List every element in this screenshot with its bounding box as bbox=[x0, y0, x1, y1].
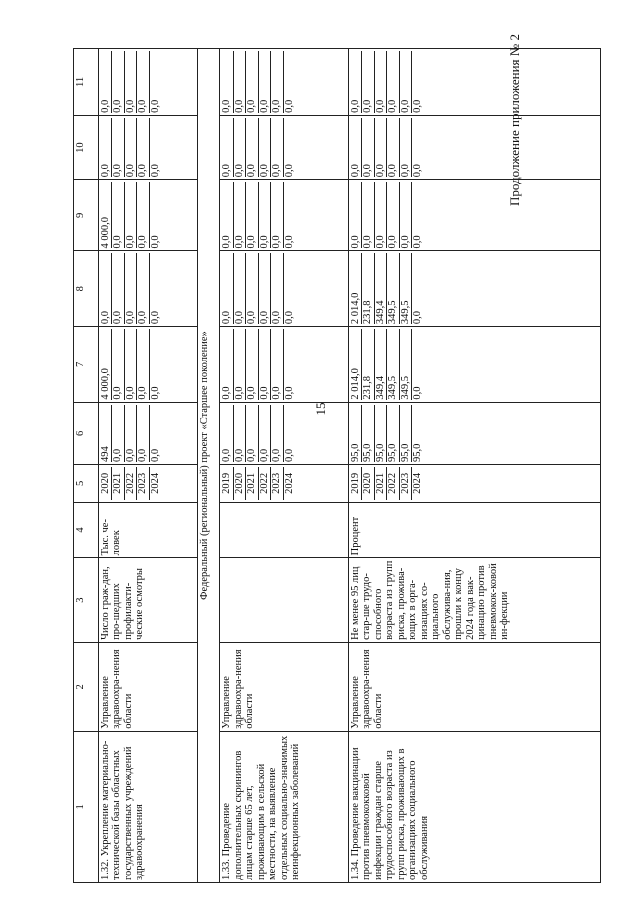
value-cell-c6-value: 0,0 bbox=[112, 405, 125, 462]
value-cell-c7 bbox=[220, 327, 348, 403]
value-cell-c7-value: 0,0 bbox=[271, 329, 284, 400]
value-cell-c7-value: 0,0 bbox=[259, 329, 272, 400]
year-cell-value: 2021 bbox=[112, 467, 125, 500]
value-cell-c8-value: 349,4 bbox=[375, 253, 388, 324]
value-cell-c9-value: 0,0 bbox=[412, 235, 424, 249]
value-cell-c10-value: 0,0 bbox=[137, 118, 150, 177]
value-cell-c11-value: 0,0 bbox=[221, 51, 234, 113]
table-row bbox=[98, 49, 197, 883]
header-cell: 6 bbox=[74, 402, 99, 464]
value-cell-c11-value: 0,0 bbox=[375, 51, 388, 113]
value-cell-c10-value: 0,0 bbox=[400, 118, 413, 177]
value-cell-c8-value: 0,0 bbox=[125, 253, 138, 324]
value-cell-c11-value: 0,0 bbox=[112, 51, 125, 113]
header-cell: 8 bbox=[74, 251, 99, 327]
value-cell-c7-value: 0,0 bbox=[234, 329, 247, 400]
year-cell-value: 2022 bbox=[259, 467, 272, 500]
value-cell-c10-value: 0,0 bbox=[283, 164, 295, 178]
value-cell-c10 bbox=[98, 115, 197, 179]
value-cell-c8-value: 0,0 bbox=[246, 253, 259, 324]
value-cell-c8 bbox=[98, 251, 197, 327]
indicator: Число граж-дан, про-шедших профилакти-ческие осмотры bbox=[98, 558, 197, 643]
value-cell-c9-value: 0,0 bbox=[350, 182, 363, 248]
year-cell-value: 2020 bbox=[362, 467, 375, 500]
value-cell-c11 bbox=[220, 49, 348, 116]
value-cell-c9-value: 0,0 bbox=[112, 182, 125, 248]
value-cell-c9 bbox=[98, 180, 197, 251]
year-cell-value: 2023 bbox=[271, 467, 284, 500]
header-cell: 1 bbox=[74, 731, 99, 882]
value-cell-c11-value: 0,0 bbox=[271, 51, 284, 113]
year-cell-value: 2024 bbox=[283, 472, 295, 494]
value-cell-c7-value: 0,0 bbox=[125, 329, 138, 400]
value-cell-c6-value: 0,0 bbox=[234, 405, 247, 462]
header-cell: 10 bbox=[74, 115, 99, 179]
value-cell-c6-value: 0,0 bbox=[137, 405, 150, 462]
header-cell: 4 bbox=[74, 502, 99, 558]
value-cell-c9-value: 0,0 bbox=[271, 182, 284, 248]
value-cell-c9-value: 0,0 bbox=[246, 182, 259, 248]
header-cell: 11 bbox=[74, 49, 99, 116]
value-cell-c6-value: 0,0 bbox=[271, 405, 284, 462]
value-cell-c9 bbox=[348, 180, 600, 251]
year-cell-value: 2023 bbox=[137, 467, 150, 500]
value-cell-c9 bbox=[220, 180, 348, 251]
value-cell-c10-value: 0,0 bbox=[234, 118, 247, 177]
value-cell-c11-value: 0,0 bbox=[387, 51, 400, 113]
year-cell-value: 2021 bbox=[375, 467, 388, 500]
value-cell-c7-value: 4 000,0 bbox=[100, 329, 113, 400]
value-cell-c11-value: 0,0 bbox=[362, 51, 375, 113]
value-cell-c8-value: 349,5 bbox=[387, 253, 400, 324]
value-cell-c8 bbox=[348, 251, 600, 327]
year-cell-value: 2020 bbox=[100, 467, 113, 500]
value-cell-c8 bbox=[220, 251, 348, 327]
value-cell-c10-value: 0,0 bbox=[271, 118, 284, 177]
year-cell-value: 2024 bbox=[149, 472, 161, 494]
value-cell-c8-value: 0,0 bbox=[283, 310, 295, 325]
value-cell-c10-value: 0,0 bbox=[246, 118, 259, 177]
header-cell: 5 bbox=[74, 464, 99, 502]
value-cell-c6-value: 0,0 bbox=[125, 405, 138, 462]
year-cell-value: 2021 bbox=[246, 467, 259, 500]
value-cell-c7 bbox=[98, 327, 197, 403]
value-cell-c6 bbox=[348, 402, 600, 464]
value-cell-c10-value: 0,0 bbox=[112, 118, 125, 177]
indicator bbox=[220, 558, 348, 643]
value-cell-c10-value: 0,0 bbox=[375, 118, 388, 177]
value-cell-c6-value: 95,0 bbox=[400, 405, 413, 462]
value-cell-c11-value: 0,0 bbox=[259, 51, 272, 113]
value-cell-c9-value: 4 000,0 bbox=[100, 182, 113, 248]
value-cell-c10-value: 0,0 bbox=[350, 118, 363, 177]
value-cell-c6-value: 0,0 bbox=[246, 405, 259, 462]
value-cell-c10 bbox=[348, 115, 600, 179]
value-cell-c9-value: 0,0 bbox=[362, 182, 375, 248]
indicator: Не менее 95 лиц стар-ше трудо-способного возраста из групп риска, прожива-ющих в орга-низациях со-циального обслужива-ния, прошли к концу 2024 года вак-цинацию против пневмокок-ковой ин-фекции bbox=[348, 558, 600, 643]
value-cell-c6-value: 0,0 bbox=[259, 405, 272, 462]
value-cell-c8-value: 0,0 bbox=[137, 253, 150, 324]
program-table bbox=[73, 48, 601, 883]
value-cell-c7-value: 0,0 bbox=[412, 386, 424, 400]
executor: Управление здравоохра-нения области bbox=[348, 642, 600, 731]
value-cell-c9-value: 0,0 bbox=[259, 182, 272, 248]
value-cell-c6-value: 0,0 bbox=[149, 448, 161, 462]
year-cell-value: 2020 bbox=[234, 467, 247, 500]
value-cell-c8-value: 0,0 bbox=[149, 310, 161, 325]
section-row bbox=[197, 49, 219, 883]
header-cell: 3 bbox=[74, 558, 99, 643]
value-cell-c7-value: 2 014,0 bbox=[350, 329, 363, 400]
table-row bbox=[348, 49, 600, 883]
value-cell-c11 bbox=[348, 49, 600, 116]
value-cell-c6-value: 95,0 bbox=[387, 405, 400, 462]
value-cell-c9-value: 0,0 bbox=[137, 182, 150, 248]
executor: Управление здравоохра-нения области bbox=[220, 642, 348, 731]
value-cell-c7-value: 349,4 bbox=[375, 329, 388, 400]
appendix-label: Продолжение приложения № 2 bbox=[507, 34, 522, 206]
header-cell: 2 bbox=[74, 642, 99, 731]
value-cell-c6-value: 95,0 bbox=[412, 443, 424, 462]
value-cell-c7-value: 231,8 bbox=[362, 329, 375, 400]
year-cell bbox=[98, 464, 197, 502]
value-cell-c11-value: 0,0 bbox=[125, 51, 138, 113]
value-cell-c10-value: 0,0 bbox=[412, 164, 424, 178]
activity-name: 1.32. Укрепление материально-технической базы областных государственных учреждений здравоохранения bbox=[98, 731, 197, 882]
header-cell: 9 bbox=[74, 180, 99, 251]
value-cell-c11-value: 0,0 bbox=[412, 99, 424, 113]
value-cell-c9-value: 0,0 bbox=[400, 182, 413, 248]
value-cell-c8-value: 2 014,0 bbox=[350, 253, 363, 324]
value-cell-c8-value: 0,0 bbox=[221, 253, 234, 324]
value-cell-c10-value: 0,0 bbox=[100, 118, 113, 177]
value-cell-c8-value: 0,0 bbox=[271, 253, 284, 324]
activity-name: 1.33. Проведение дополнительных скринингов лицам старше 65 лет, проживающим в сельской местности, на выявление отдельных социально-значимых неинфекционных заболеваний bbox=[220, 731, 348, 882]
value-cell-c6-value: 95,0 bbox=[362, 405, 375, 462]
value-cell-c6 bbox=[98, 402, 197, 464]
value-cell-c9-value: 0,0 bbox=[375, 182, 388, 248]
value-cell-c10-value: 0,0 bbox=[149, 164, 161, 178]
year-cell-value: 2024 bbox=[412, 472, 424, 494]
value-cell-c10 bbox=[220, 115, 348, 179]
value-cell-c8-value: 349,5 bbox=[400, 253, 413, 324]
value-cell-c11-value: 0,0 bbox=[149, 99, 161, 113]
value-cell-c7-value: 0,0 bbox=[137, 329, 150, 400]
value-cell-c9-value: 0,0 bbox=[387, 182, 400, 248]
value-cell-c8-value: 0,0 bbox=[112, 253, 125, 324]
value-cell-c10-value: 0,0 bbox=[362, 118, 375, 177]
value-cell-c9-value: 0,0 bbox=[221, 182, 234, 248]
value-cell-c11-value: 0,0 bbox=[234, 51, 247, 113]
value-cell-c11-value: 0,0 bbox=[400, 51, 413, 113]
value-cell-c7-value: 0,0 bbox=[246, 329, 259, 400]
value-cell-c9-value: 0,0 bbox=[125, 182, 138, 248]
value-cell-c9-value: 0,0 bbox=[283, 235, 295, 249]
unit bbox=[220, 502, 348, 558]
value-cell-c11-value: 0,0 bbox=[100, 51, 113, 113]
activity-name: 1.34. Проведение вакцинации против пневмококковой инфекции граждан старше трудоспособного возраста из групп риска, проживающих в организациях социального обслуживания bbox=[348, 731, 600, 882]
value-cell-c8-value: 0,0 bbox=[100, 253, 113, 324]
value-cell-c8-value: 0,0 bbox=[259, 253, 272, 324]
value-cell-c10-value: 0,0 bbox=[387, 118, 400, 177]
value-cell-c11-value: 0,0 bbox=[350, 51, 363, 113]
value-cell-c7-value: 0,0 bbox=[221, 329, 234, 400]
year-cell-value: 2022 bbox=[387, 467, 400, 500]
executor: Управление здравоохра-нения области bbox=[98, 642, 197, 731]
value-cell-c10-value: 0,0 bbox=[221, 118, 234, 177]
page-number: 15 bbox=[313, 402, 328, 416]
unit: Процент bbox=[348, 502, 600, 558]
value-cell-c6-value: 95,0 bbox=[350, 405, 363, 462]
table-row bbox=[220, 49, 348, 883]
year-cell-value: 2019 bbox=[350, 467, 363, 500]
value-cell-c7 bbox=[348, 327, 600, 403]
value-cell-c9-value: 0,0 bbox=[234, 182, 247, 248]
value-cell-c7-value: 0,0 bbox=[149, 386, 161, 400]
value-cell-c10-value: 0,0 bbox=[125, 118, 138, 177]
value-cell-c11-value: 0,0 bbox=[283, 99, 295, 113]
value-cell-c11 bbox=[98, 49, 197, 116]
value-cell-c11-value: 0,0 bbox=[246, 51, 259, 113]
year-cell-value: 2019 bbox=[221, 467, 234, 500]
header-cell: 7 bbox=[74, 327, 99, 403]
year-cell-value: 2023 bbox=[400, 467, 413, 500]
value-cell-c6 bbox=[220, 402, 348, 464]
year-cell bbox=[220, 464, 348, 502]
value-cell-c8-value: 231,8 bbox=[362, 253, 375, 324]
year-cell-value: 2022 bbox=[125, 467, 138, 500]
value-cell-c8-value: 0,0 bbox=[234, 253, 247, 324]
value-cell-c6-value: 0,0 bbox=[283, 448, 295, 462]
value-cell-c6-value: 95,0 bbox=[375, 405, 388, 462]
value-cell-c8-value: 0,0 bbox=[412, 310, 424, 325]
value-cell-c9-value: 0,0 bbox=[149, 235, 161, 249]
value-cell-c6-value: 0,0 bbox=[221, 405, 234, 462]
header-row bbox=[74, 49, 99, 883]
value-cell-c7-value: 0,0 bbox=[283, 386, 295, 400]
section-title: Федеральный (региональный) проект «Старшее поколение» bbox=[197, 49, 219, 883]
value-cell-c7-value: 349,5 bbox=[387, 329, 400, 400]
value-cell-c10-value: 0,0 bbox=[259, 118, 272, 177]
value-cell-c11-value: 0,0 bbox=[137, 51, 150, 113]
value-cell-c7-value: 0,0 bbox=[112, 329, 125, 400]
unit: Тыс. че-ловек bbox=[98, 502, 197, 558]
value-cell-c7-value: 349,5 bbox=[400, 329, 413, 400]
value-cell-c6-value: 494 bbox=[100, 405, 113, 462]
year-cell bbox=[348, 464, 600, 502]
